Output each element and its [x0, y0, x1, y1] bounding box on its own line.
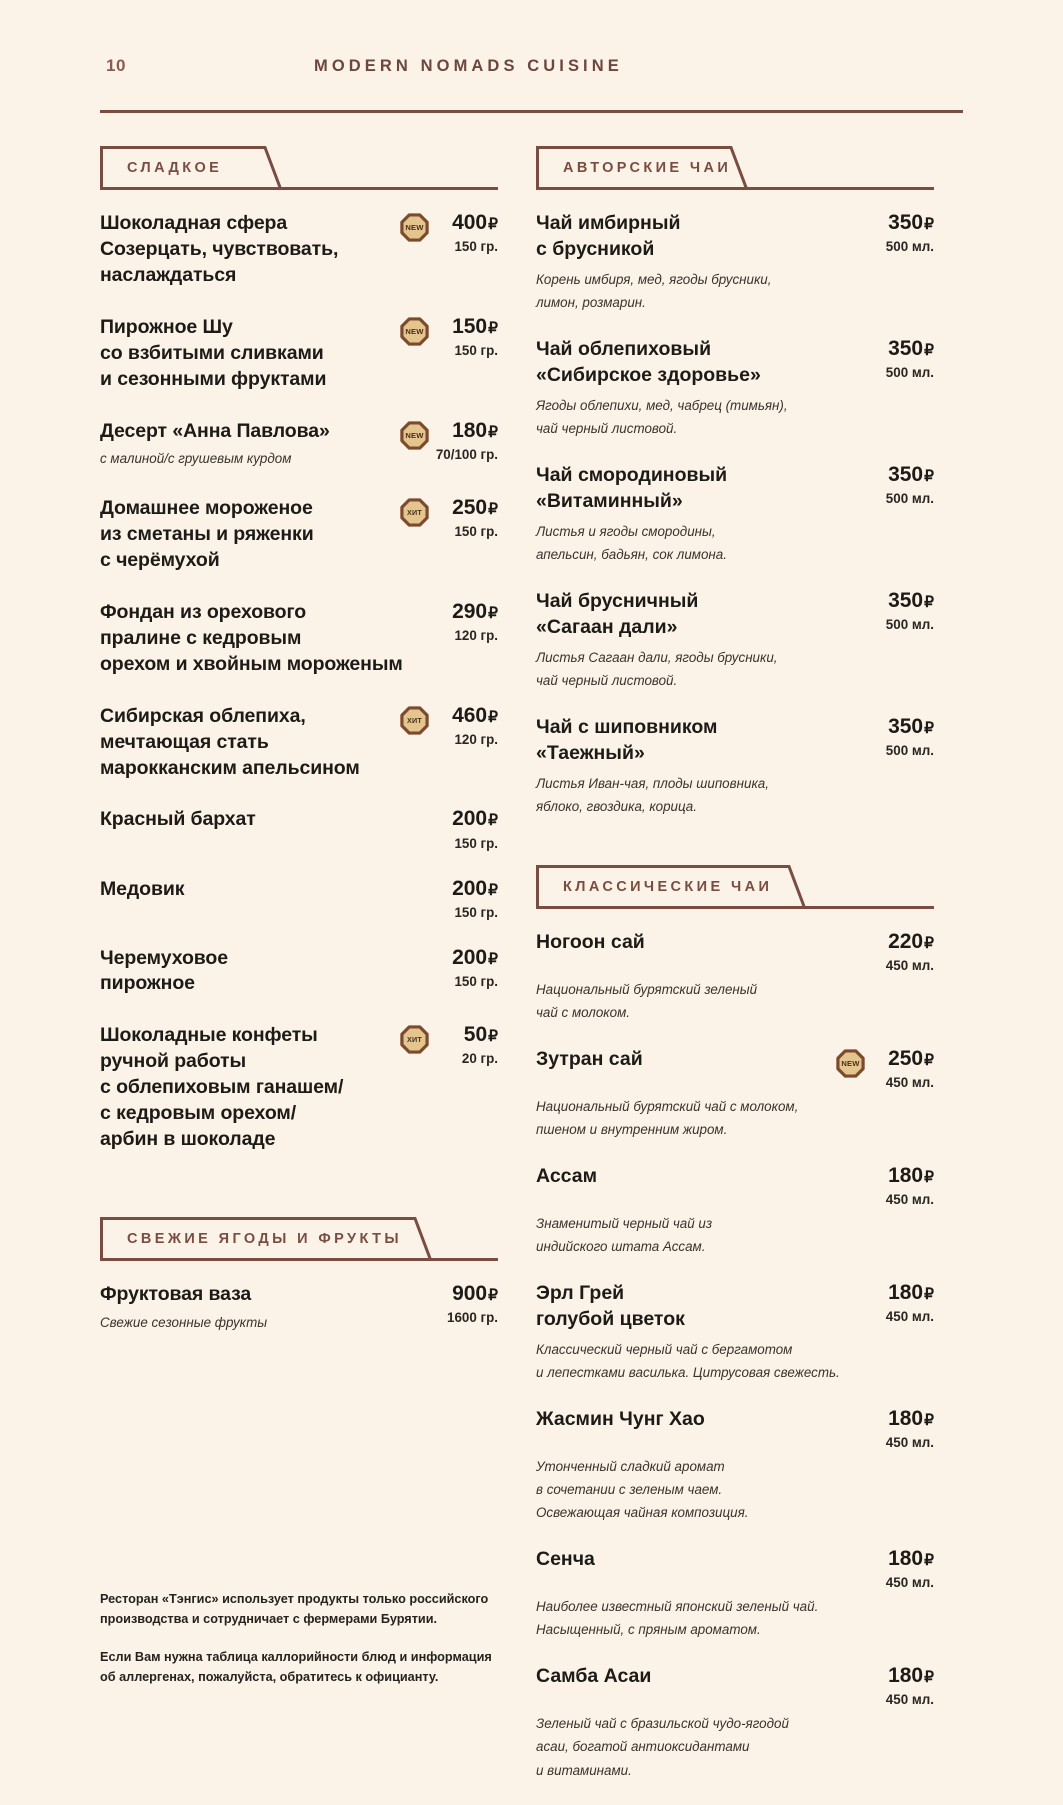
- badge-label: NEW: [405, 326, 424, 336]
- price-column: [870, 1282, 934, 1324]
- tea-item-name: Жасмин Чунг Хао: [536, 1408, 705, 1431]
- tea-item-price: 180₽: [888, 1407, 934, 1431]
- menu-item-weight: 150 гр.: [454, 904, 498, 920]
- tea-item-price-block: [870, 1164, 934, 1207]
- tea-item-description: Листья Иван-чая, плоды шиповника, яблоко, гвоздика, корица.: [536, 775, 769, 814]
- price-column: [434, 808, 498, 850]
- menu-item-main: [100, 946, 434, 998]
- tea-item-head: [536, 589, 934, 641]
- menu-item-price-block: [434, 877, 498, 920]
- tea-item-volume: 450 мл.: [885, 1192, 934, 1208]
- menu-item-price: 200₽: [452, 876, 498, 900]
- menu-item-main: [100, 496, 400, 574]
- ruble-sign-icon: ₽: [488, 216, 498, 233]
- menu-item: [100, 1282, 498, 1334]
- tea-item: [536, 1281, 934, 1384]
- menu-item-price: 460₽: [452, 703, 498, 727]
- price-column: [870, 1165, 934, 1207]
- ruble-sign-icon: ₽: [488, 950, 498, 968]
- tea-item: [536, 1664, 934, 1781]
- section-spacer: [100, 1179, 498, 1217]
- tea-item-name: Чай имбирный с брусникой: [536, 212, 681, 260]
- tea-item-head: [536, 930, 934, 973]
- menu-item-price: 250₽: [452, 496, 498, 520]
- menu-item-weight: 120 гр.: [454, 627, 498, 643]
- menu-item-price: 400₽: [452, 211, 498, 234]
- tea-item-description: Корень имбиря, мед, ягоды брусники, лимон, розмарин.: [536, 271, 772, 310]
- tea-item: [536, 715, 934, 818]
- section-banner: [536, 865, 934, 912]
- tea-item-price: 180₽: [888, 1664, 934, 1688]
- new-badge-icon: [400, 213, 429, 242]
- tea-item-description: Знаменитый черный чай из индийского штата Ассам.: [536, 1216, 713, 1255]
- tea-item-price: 350₽: [888, 714, 934, 738]
- menu-item: [100, 1023, 498, 1153]
- price-column: [870, 931, 934, 973]
- tea-item-price-block: [870, 1281, 934, 1324]
- menu-item-main: [100, 211, 400, 289]
- menu-item-name: Красный бархат: [100, 808, 256, 831]
- menu-item-price-block: [434, 946, 498, 989]
- ruble-sign-icon: ₽: [488, 319, 498, 337]
- section-banner-box: [536, 146, 732, 190]
- menu-item: [100, 419, 498, 471]
- tea-item-head: [536, 337, 934, 389]
- tea-item-name: Сенча: [536, 1548, 595, 1571]
- menu-item-price-block: [400, 419, 498, 462]
- menu-item-price-block: [400, 211, 498, 254]
- tea-item-volume: 450 мл.: [885, 1435, 934, 1451]
- price-column: [870, 1408, 934, 1450]
- menu-columns: [100, 118, 963, 1805]
- price-column: [434, 420, 498, 462]
- menu-item-price-block: [434, 1282, 498, 1325]
- tea-item-description: Наиболее известный японский зеленый чай. Насыщенный, с пряным ароматом.: [536, 1599, 819, 1638]
- menu-item-name: Шоколадная сфера Созерцать, чувствовать, наслаждаться: [100, 212, 339, 286]
- price-column: [434, 947, 498, 989]
- menu-item-weight: 120 гр.: [454, 731, 498, 747]
- menu-item: [100, 877, 498, 920]
- section-title: АВТОРСКИЕ ЧАИ: [563, 160, 732, 176]
- tea-item-head: [536, 1281, 934, 1333]
- menu-item-name: Пирожное Шу со взбитыми сливками и сезонными фруктами: [100, 315, 327, 390]
- section-spacer: [536, 841, 934, 865]
- menu-item-main: [100, 1282, 434, 1334]
- menu-item-description: с малиной/с грушевым курдом: [100, 451, 292, 467]
- menu-item-price: 200₽: [452, 945, 498, 969]
- ruble-sign-icon: ₽: [924, 934, 934, 952]
- price-column: [434, 1283, 498, 1325]
- banner-slash-decoration: [715, 146, 749, 190]
- menu-item-main: [100, 704, 400, 782]
- tea-item-price: 350₽: [888, 588, 934, 612]
- tea-item-price: 220₽: [888, 929, 934, 953]
- tea-item-volume: 450 мл.: [885, 1309, 934, 1325]
- tea-item-price: 350₽: [888, 211, 934, 234]
- ruble-sign-icon: ₽: [924, 341, 934, 359]
- price-column: [434, 705, 498, 747]
- tea-item-price-block: [870, 1547, 934, 1590]
- tea-item-price-block: [836, 1047, 934, 1090]
- price-column: [870, 338, 934, 380]
- tea-item-name: Ассам: [536, 1164, 598, 1187]
- tea-item-name: Чай смородиновый «Витаминный»: [536, 463, 728, 512]
- ruble-sign-icon: ₽: [488, 604, 498, 622]
- tea-item-description: Листья Сагаан дали, ягоды брусники, чай черный листовой.: [536, 649, 778, 688]
- menu-item: [100, 211, 498, 289]
- ruble-sign-icon: ₽: [924, 1051, 934, 1069]
- tea-item: [536, 930, 934, 1024]
- tea-item-head: [536, 1407, 934, 1450]
- section-banner-box: [536, 865, 774, 909]
- footer-note: Если Вам нужна таблица каллорийности блюд и информация об аллергенах, пожалуйста, обратитесь к официанту.: [100, 1650, 492, 1685]
- tea-item: [536, 1547, 934, 1641]
- menu-item-main: [100, 1023, 400, 1153]
- menu-item-price-block: [434, 600, 498, 643]
- badge-label: NEW: [405, 223, 424, 232]
- header-divider: [100, 110, 963, 113]
- tea-item-head: [536, 1547, 934, 1590]
- menu-item: [100, 496, 498, 574]
- tea-item-head: [536, 715, 934, 767]
- menu-item-weight: 150 гр.: [454, 973, 498, 989]
- tea-item-description: Ягоды облепихи, мед, чабрец (тимьян), чай черный листовой.: [536, 397, 788, 436]
- ruble-sign-icon: ₽: [924, 1552, 934, 1570]
- menu-item-weight: 20 гр.: [461, 1051, 498, 1067]
- menu-item-name: Десерт «Анна Павлова»: [100, 419, 330, 442]
- page-number: 10: [106, 56, 126, 75]
- section-banner-box: [100, 146, 250, 190]
- menu-item-price-block: [400, 704, 498, 747]
- tea-item-description: Классический черный чай с бергамотом и лепестками василька. Цитрусовая свежесть.: [536, 1341, 840, 1380]
- badge-label: NEW: [841, 1058, 860, 1068]
- menu-item: [100, 600, 498, 678]
- new-badge-icon: [400, 317, 429, 346]
- tea-item-price-block: [870, 211, 934, 254]
- left-column: [100, 146, 498, 1805]
- tea-item-volume: 450 мл.: [885, 957, 934, 973]
- tea-item-price-block: [870, 715, 934, 758]
- tea-item-name: Чай с шиповником «Таежный»: [536, 715, 718, 764]
- price-column: [870, 716, 934, 758]
- menu-item: [100, 946, 498, 998]
- tea-item-name: Чай облепиховый «Сибирское здоровье»: [536, 337, 761, 386]
- tea-item-price: 350₽: [888, 462, 934, 486]
- ruble-sign-icon: ₽: [924, 1669, 934, 1687]
- menu-item-name: Сибирская облепиха, мечтающая стать марокканским апельсином: [100, 704, 360, 779]
- tea-item-description: Утонченный сладкий аромат в сочетании с зеленым чаем. Освежающая чайная композиция.: [536, 1459, 749, 1521]
- price-column: [434, 212, 498, 254]
- banner-slash-decoration: [399, 1217, 433, 1261]
- tea-item: [536, 337, 934, 440]
- menu-item-weight: 1600 гр.: [447, 1310, 498, 1326]
- section-banner: [536, 146, 934, 193]
- section-banner: [100, 146, 498, 193]
- tea-item-price: 350₽: [888, 336, 934, 360]
- ruble-sign-icon: ₽: [924, 719, 934, 737]
- badge-label: NEW: [405, 430, 424, 440]
- new-badge-icon: [836, 1049, 865, 1078]
- menu-item-price: 290₽: [452, 599, 498, 623]
- price-column: [434, 601, 498, 643]
- menu-item-price-block: [400, 1023, 498, 1066]
- menu-item-main: [100, 807, 434, 833]
- ruble-sign-icon: ₽: [488, 423, 498, 441]
- tea-item-volume: 450 мл.: [885, 1692, 934, 1708]
- tea-item: [536, 1047, 934, 1141]
- price-column: [434, 316, 498, 358]
- tea-item-volume: 450 мл.: [885, 1575, 934, 1591]
- menu-item-main: [100, 600, 434, 678]
- tea-item-volume: 500 мл.: [885, 742, 934, 758]
- tea-item-description: Национальный бурятский зеленый чай с молоком.: [536, 981, 758, 1020]
- section-title: СЛАДКОЕ: [127, 160, 223, 176]
- tea-item-head: [536, 1164, 934, 1207]
- tea-item-price-block: [870, 1664, 934, 1707]
- tea-item-price-block: [870, 1407, 934, 1450]
- ruble-sign-icon: ₽: [924, 1412, 934, 1430]
- tea-item-volume: 500 мл.: [885, 239, 934, 255]
- section-title: КЛАССИЧЕСКИЕ ЧАИ: [563, 878, 773, 895]
- tea-item-price-block: [870, 589, 934, 632]
- ruble-sign-icon: ₽: [924, 1286, 934, 1304]
- tea-item-name: Самба Асаи: [536, 1665, 652, 1688]
- menu-item-main: [100, 877, 434, 903]
- page-header: [100, 0, 963, 118]
- menu-item-price: 180₽: [452, 418, 498, 442]
- menu-item-name: Шоколадные конфеты ручной работы с облепиховым ганашем/ с кедровым орехом/ арбин в шоколаде: [100, 1024, 344, 1151]
- ruble-sign-icon: ₽: [924, 216, 934, 233]
- section-title: СВЕЖИЕ ЯГОДЫ И ФРУКТЫ: [127, 1231, 402, 1247]
- menu-item-weight: 150 гр.: [454, 239, 498, 255]
- price-column: [870, 212, 934, 254]
- menu-item-name: Фондан из орехового пралине с кедровым орехом и хвойным мороженым: [100, 600, 403, 675]
- badge-label: ХИТ: [407, 715, 422, 725]
- ruble-sign-icon: ₽: [924, 467, 934, 485]
- ruble-sign-icon: ₽: [488, 708, 498, 726]
- menu-item-weight: 150 гр.: [454, 342, 498, 358]
- menu-item-weight: 150 гр.: [454, 835, 498, 851]
- section-banner: [100, 1217, 498, 1264]
- price-column: [870, 1665, 934, 1707]
- price-column: [434, 497, 498, 539]
- menu-item: [100, 315, 498, 393]
- hit-badge-icon: [400, 706, 429, 735]
- ruble-sign-icon: ₽: [488, 812, 498, 830]
- new-badge-icon: [400, 421, 429, 450]
- tea-item: [536, 1407, 934, 1524]
- tea-item-head: [536, 1664, 934, 1707]
- tea-item-head: [536, 1047, 934, 1090]
- tea-item: [536, 589, 934, 692]
- price-column: [870, 590, 934, 632]
- menu-item-main: [100, 315, 400, 393]
- tea-item: [536, 211, 934, 314]
- tea-item-volume: 500 мл.: [885, 616, 934, 632]
- menu-item: [100, 704, 498, 782]
- ruble-sign-icon: ₽: [488, 1287, 498, 1304]
- banner-slash-decoration: [773, 865, 807, 909]
- ruble-sign-icon: ₽: [924, 593, 934, 611]
- menu-item-weight: 150 гр.: [454, 524, 498, 540]
- badge-label: ХИТ: [407, 508, 422, 518]
- tea-item-price: 180₽: [888, 1163, 934, 1187]
- section-banner-box: [100, 1217, 400, 1261]
- tea-item-price-block: [870, 337, 934, 380]
- menu-item-weight: 70/100 гр.: [435, 446, 498, 462]
- tea-item-price-block: [870, 930, 934, 973]
- tea-item: [536, 463, 934, 566]
- menu-item-name: Фруктовая ваза: [100, 1283, 252, 1305]
- ruble-sign-icon: ₽: [488, 1028, 498, 1046]
- banner-slash-decoration: [249, 146, 283, 190]
- price-column: [434, 1024, 498, 1066]
- price-column: [434, 878, 498, 920]
- tea-item-volume: 500 мл.: [885, 490, 934, 506]
- tea-item-price: 180₽: [888, 1281, 934, 1305]
- tea-item-name: Чай брусничный «Сагаан дали»: [536, 589, 699, 638]
- ruble-sign-icon: ₽: [924, 1168, 934, 1186]
- menu-item-price-block: [434, 807, 498, 850]
- tea-item-volume: 500 мл.: [885, 364, 934, 380]
- tea-item-description: Листья и ягоды смородины, апельсин, бадьян, сок лимона.: [536, 523, 727, 562]
- tea-item: [536, 1164, 934, 1258]
- menu-item-price: 900₽: [452, 1282, 498, 1305]
- tea-item-volume: 450 мл.: [885, 1074, 934, 1090]
- tea-item-price: 250₽: [888, 1046, 934, 1070]
- menu-item-name: Медовик: [100, 877, 185, 900]
- menu-item-main: [100, 419, 400, 471]
- tea-item-price: 180₽: [888, 1547, 934, 1571]
- footer-note: Ресторан «Тэнгис» использует продукты только российского производства и сотрудничает с фермерами Бурятии.: [100, 1592, 489, 1626]
- tea-item-name: Зутран сай: [536, 1047, 643, 1070]
- tea-item-price-block: [870, 463, 934, 506]
- menu-item-name: Домашнее мороженое из сметаны и ряженки с черёмухой: [100, 497, 314, 571]
- menu-item: [100, 807, 498, 850]
- tea-item-description: Национальный бурятский чай с молоком, пшеном и внутренним жиром.: [536, 1098, 799, 1137]
- menu-item-price: 150₽: [452, 314, 498, 338]
- tea-item-head: [536, 211, 934, 263]
- price-column: [870, 464, 934, 506]
- menu-item-price: 50₽: [463, 1023, 498, 1047]
- price-column: [870, 1548, 934, 1590]
- hit-badge-icon: [400, 498, 429, 527]
- menu-item-name: Черемуховое пирожное: [100, 946, 228, 995]
- menu-item-price-block: [400, 315, 498, 358]
- menu-item-price-block: [400, 496, 498, 539]
- brand-title: MODERN NOMADS CUISINE: [314, 57, 623, 75]
- price-column: [870, 1048, 934, 1090]
- right-column: [536, 146, 934, 1805]
- menu-item-description: Свежие сезонные фрукты: [100, 1314, 268, 1330]
- badge-label: ХИТ: [407, 1035, 422, 1045]
- tea-item-head: [536, 463, 934, 515]
- hit-badge-icon: [400, 1025, 429, 1054]
- footer-notes: [100, 1590, 500, 1707]
- ruble-sign-icon: ₽: [488, 881, 498, 899]
- tea-item-description: Зеленый чай с бразильской чудо-ягодой асаи, богатой антиоксидантами и витаминами.: [536, 1716, 789, 1778]
- tea-item-name: Ногоон сай: [536, 930, 645, 953]
- menu-item-price: 200₽: [452, 807, 498, 831]
- tea-item-name: Эрл Грей голубой цветок: [536, 1282, 685, 1331]
- ruble-sign-icon: ₽: [488, 501, 498, 519]
